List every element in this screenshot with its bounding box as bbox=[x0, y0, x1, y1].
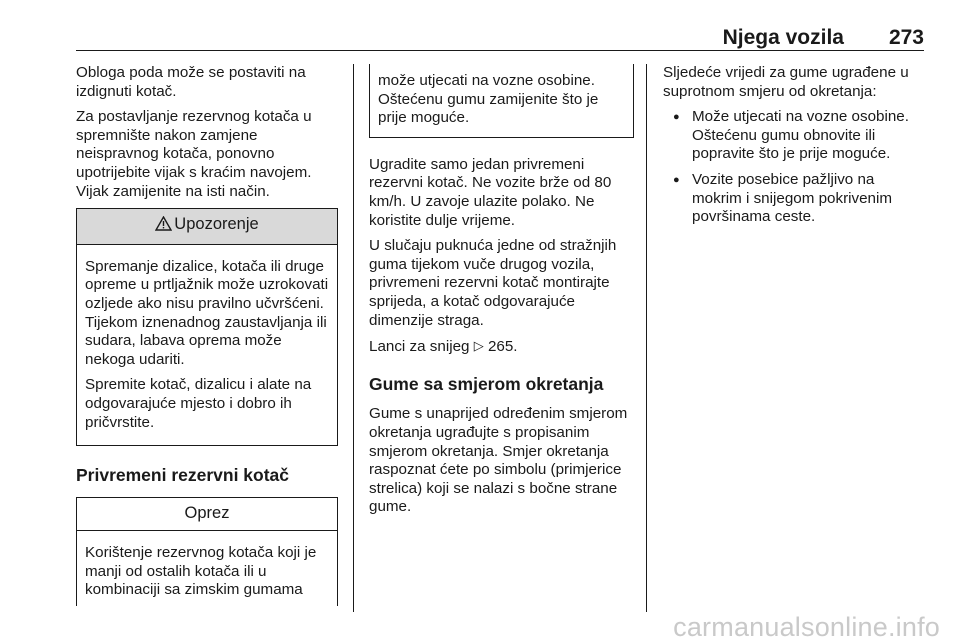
reference-text: Lanci za snijeg bbox=[369, 338, 470, 356]
page-reference-arrow-icon: ▷ bbox=[473, 338, 484, 354]
section-heading: Privremeni rezervni kotač bbox=[76, 465, 290, 486]
caution-box-continued bbox=[369, 64, 634, 138]
paragraph: Obloga poda može se postaviti na izdignuti kotač. bbox=[76, 64, 306, 100]
list-item: ● Vozite posebice pažljivo na mokrim i snijegom pokrivenim površinama ceste. bbox=[663, 171, 925, 227]
page-header bbox=[76, 0, 924, 51]
warning-title: Upozorenje bbox=[174, 215, 259, 234]
paragraph: Gume s unaprijed određenim smjerom okretanja ugrađujte s propisanim smjerom okretanja. Smjer okretanja raspoznat ćete po simbolu (primjerice strelica) koji se nalazi s bočne strane gume. bbox=[369, 405, 628, 516]
caution-box bbox=[76, 497, 338, 606]
warning-body bbox=[77, 245, 337, 445]
warning-header bbox=[77, 209, 337, 245]
caution-paragraph: može utjecati na vozne osobine. Oštećenu gumu zamijenite što je prije moguće. bbox=[378, 72, 599, 127]
column-3 bbox=[663, 64, 925, 234]
paragraph: Ugradite samo jedan privremeni rezervni kotač. Ne vozite brže od 80 km/h. U zavoje ulazite polako. Ne koristite dulje vrijeme. bbox=[369, 155, 612, 229]
section-heading: Gume sa smjerom okretanja bbox=[369, 373, 604, 394]
header-title: Njega vozila bbox=[722, 26, 844, 49]
caution-body bbox=[77, 531, 337, 606]
watermark: carmanualsonline.info bbox=[673, 612, 940, 642]
page-number: 273 bbox=[888, 26, 924, 49]
warning-paragraph: Spremanje dizalice, kotača ili druge opreme u prtljažnik može uzrokovati ozljede ako nisu pravilno učvršćeni. Tijekom iznenadnog zaustavljanja ili sudara, labava oprema može nekoga udariti. bbox=[85, 257, 329, 368]
caution-header: Oprez bbox=[77, 498, 337, 532]
bullet-list bbox=[663, 108, 925, 227]
column-divider-2 bbox=[646, 64, 647, 612]
paragraph: Za postavljanje rezervnog kotača u spremnište nakon zamjene neispravnog kotača, ponovno upotrijebite vijak s kraćim navojem. Vijak zamijenite na isti način. bbox=[76, 108, 312, 200]
column-2 bbox=[369, 64, 634, 524]
list-item: ● Može utjecati na vozne osobine. Oštećenu gumu obnovite ili popravite što je prije moguće. bbox=[663, 108, 925, 164]
paragraph: U slučaju puknuća jedne od stražnjih guma tijekom vuče drugog vozila, privremeni rezervni kotač montirajte sprijeda, a kotač odgovarajuće dimenzije straga. bbox=[369, 237, 617, 329]
caution-body-continued bbox=[370, 64, 633, 137]
column-divider-1 bbox=[353, 64, 354, 612]
paragraph: Sljedeće vrijedi za gume ugrađene u suprotnom smjeru od okretanja: bbox=[663, 64, 909, 100]
warning-paragraph: Spremite kotač, dizalicu i alate na odgovarajuće mjesto i dobro ih pričvrstite. bbox=[85, 376, 312, 431]
paragraph-with-reference bbox=[369, 337, 634, 357]
warning-box bbox=[76, 208, 338, 446]
caution-paragraph: Korištenje rezervnog kotača koji je manji od ostalih kotača ili u kombinaciji sa zimskim gumama bbox=[85, 544, 317, 599]
column-1 bbox=[76, 64, 338, 606]
page-reference-link[interactable]: 265. bbox=[487, 338, 518, 356]
warning-triangle-icon bbox=[155, 216, 172, 236]
